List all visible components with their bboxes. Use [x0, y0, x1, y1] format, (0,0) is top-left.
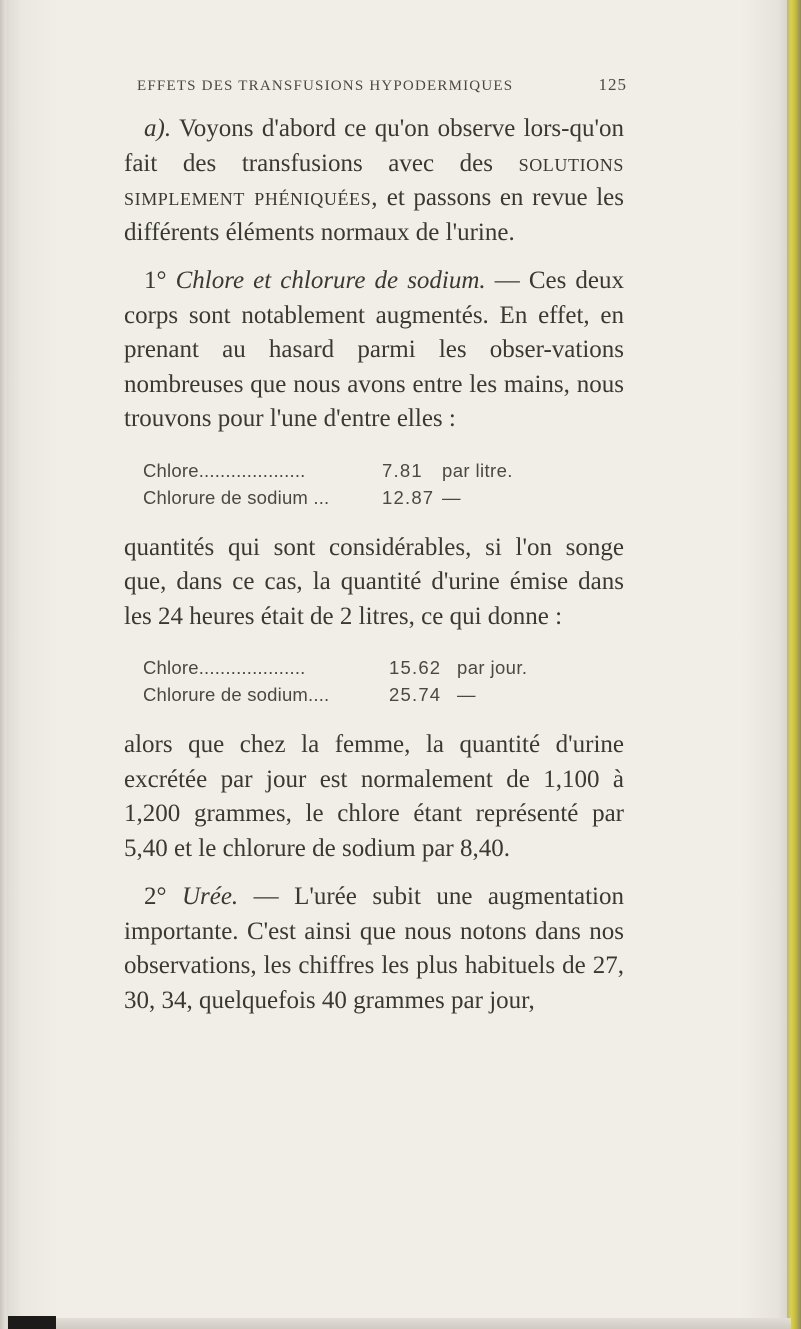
table-per-litre: [124, 457, 624, 511]
row-label: Chlorure de sodium ...: [143, 486, 330, 508]
row-label: Chlore....................: [143, 459, 306, 481]
section-number-1: 1°: [144, 267, 167, 294]
row-value: 15.62: [389, 657, 442, 678]
page-gutter-edge: [0, 0, 6, 1329]
scan-corner-mark: [8, 1316, 56, 1329]
paragraph-a-smallcaps: solutions simplement phéniquées,: [124, 149, 624, 211]
row-label: Chlore....................: [143, 657, 306, 678]
row-unit: par jour.: [457, 657, 528, 678]
row-value: 12.87: [382, 486, 435, 508]
page-bottom-shadow: [56, 1318, 791, 1329]
paragraph-uree-text: — L'urée subit une augmentation importante. C'est ainsi que nous notons dans nos observations, les chiffres les plus habituels de 27, 30, 34, quelquefois 40 grammes par jour,: [124, 883, 624, 1014]
section-heading-uree: Urée.: [181, 883, 239, 910]
section-heading-chlore: Chlore et chlorure de sodium.: [175, 267, 486, 294]
paragraph-chlore-text: — Ces deux corps sont notablement augmentés. En effet, en prenant au hasard parmi les obser-vations nombreuses que nous avons entre les mains, nous trouvons pour l'une d'entre elles :: [124, 267, 624, 432]
table-row: [124, 654, 624, 681]
table-row: [124, 681, 624, 708]
row-unit: —: [442, 486, 461, 508]
paragraph-a-text-2: et passons en revue les différents éléments normaux de l'urine.: [124, 184, 624, 246]
row-unit: —: [457, 684, 476, 705]
row-label: Chlorure de sodium....: [143, 684, 330, 705]
table-per-day: [124, 654, 624, 708]
page-number: 125: [598, 75, 627, 94]
paragraph-uree: [124, 880, 624, 1018]
row-value: 7.81: [382, 459, 423, 481]
paragraph-quantites: quantités qui sont considérables, si l'on songe que, dans ce cas, la quantité d'urine émise dans les 24 heures était de 2 litres, ce qui donne :: [124, 533, 624, 630]
running-head: [124, 74, 627, 108]
row-unit: par litre.: [442, 459, 513, 481]
paragraph-chlore: [124, 264, 624, 437]
table-row: [124, 457, 624, 484]
running-head-title: EFFETS DES TRANSFUSIONS HYPODERMIQUES: [137, 78, 514, 94]
page-fore-edge: [787, 0, 801, 1329]
paragraph-a-marker: a).: [144, 115, 172, 142]
row-value: 25.74: [389, 684, 442, 705]
paragraph-a: [124, 112, 624, 250]
table-row: [124, 484, 624, 511]
paragraph-alors: alors que chez la femme, la quantité d'urine excrétée par jour est normalement de 1,100 à 1,200 grammes, le chlore étant représenté par 5,40 et le chlorure de sodium par 8,40.: [124, 731, 624, 862]
page-content: [124, 74, 627, 1018]
paragraph-a-text-1: Voyons d'abord ce qu'on observe lors-qu'on fait des transfusions avec des: [124, 115, 624, 177]
section-number-2: 2°: [144, 883, 167, 910]
